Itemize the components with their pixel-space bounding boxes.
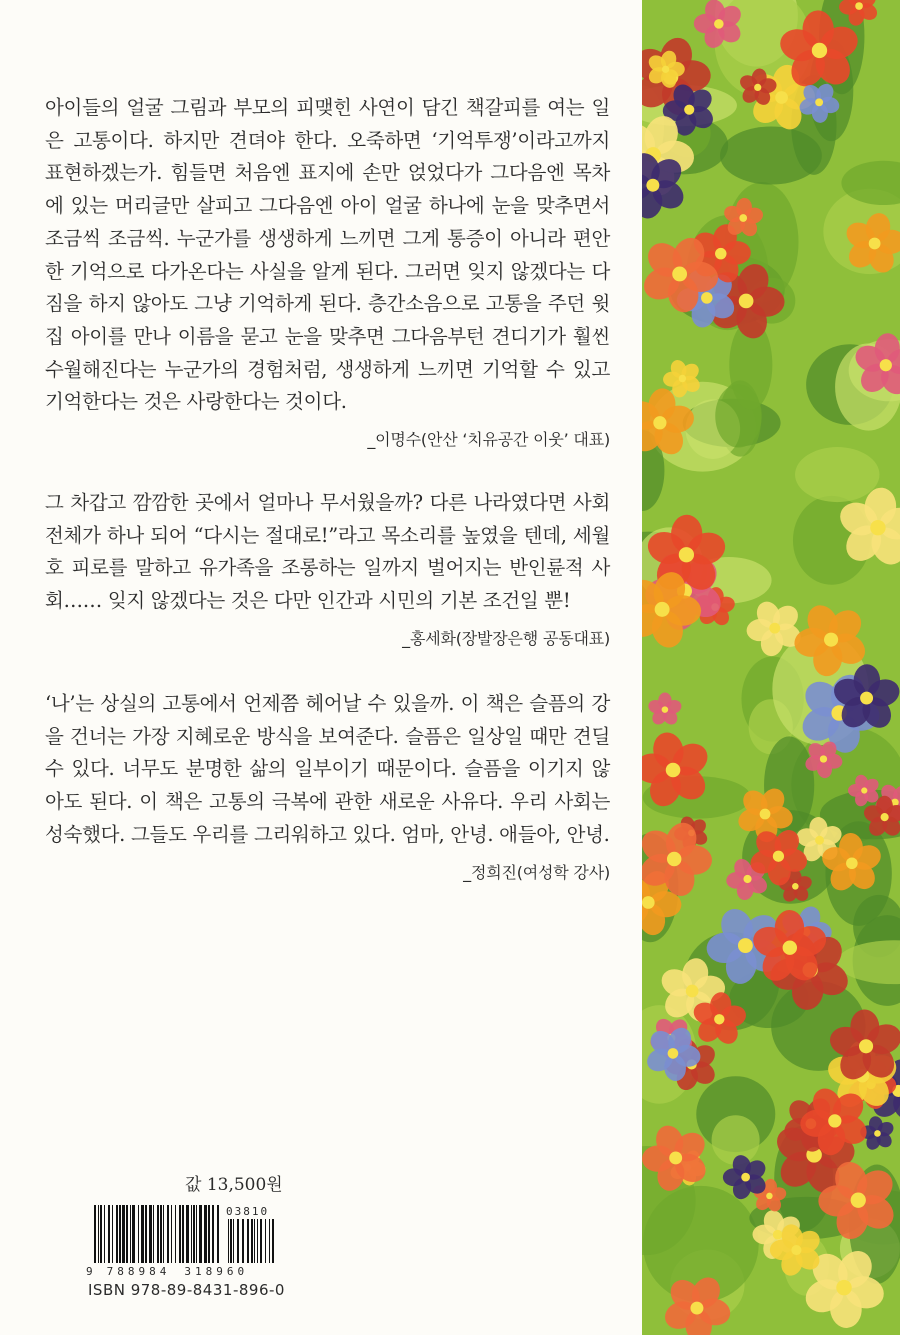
barcode-bar — [153, 1205, 154, 1263]
barcode-bar — [217, 1205, 219, 1263]
barcode-bar — [171, 1205, 172, 1263]
barcode — [88, 1205, 288, 1281]
barcode-bar — [119, 1205, 121, 1263]
barcode-bar — [122, 1205, 125, 1263]
barcode-addon: 03810 — [226, 1205, 270, 1218]
barcode-bar — [182, 1205, 184, 1263]
barcode-bar — [130, 1205, 131, 1263]
barcode-bar — [212, 1205, 214, 1263]
barcode-right-digits: 318960 — [184, 1265, 249, 1278]
barcode-addon-bar — [237, 1219, 239, 1263]
barcode-addon-bar — [269, 1219, 270, 1263]
barcode-bar — [186, 1205, 189, 1263]
barcode-bar — [157, 1205, 159, 1263]
barcode-addon-bar — [242, 1219, 244, 1263]
barcode-bar — [167, 1205, 169, 1263]
barcode-addon-bar — [272, 1219, 274, 1263]
barcode-bar — [141, 1205, 144, 1263]
barcode-bar — [104, 1205, 105, 1263]
barcode-first-digit: 9 — [86, 1265, 93, 1278]
barcode-bar — [138, 1205, 139, 1263]
barcode-addon-bar — [251, 1219, 253, 1263]
barcode-addon-bar — [228, 1219, 229, 1263]
barcode-bar — [160, 1205, 162, 1263]
barcode-bar — [98, 1205, 99, 1263]
barcode-bar — [145, 1205, 147, 1263]
barcode-bar — [204, 1205, 207, 1263]
barcode-bar — [94, 1205, 96, 1263]
barcode-addon-bar — [265, 1219, 266, 1263]
barcode-bar — [199, 1205, 202, 1263]
barcode-addon-bar — [247, 1219, 249, 1263]
barcode-bar — [116, 1205, 118, 1263]
barcode-bar — [149, 1205, 152, 1263]
barcode-bar — [193, 1205, 195, 1263]
barcode-bar — [179, 1205, 181, 1263]
quote-attribution: _이명수(안산 ‘치유공간 이웃’ 대표) — [367, 430, 610, 450]
price-label: 값 13,500원 — [185, 1175, 283, 1195]
quote-block-3 — [45, 688, 610, 883]
barcode-bar — [196, 1205, 197, 1263]
flower-art-svg — [642, 0, 900, 1335]
barcode-addon-bar — [233, 1219, 234, 1263]
flower-shape — [647, 692, 684, 727]
quote-block-1 — [45, 92, 610, 450]
barcode-bar — [112, 1205, 113, 1263]
barcode-bar — [100, 1205, 102, 1263]
barcode-addon-bar — [260, 1219, 262, 1263]
quote-text: ‘나’는 상실의 고통에서 언제쯤 헤어날 수 있을까. 이 책은 슬픔의 강을 건너는 가장 지혜로운 방식을 보여준다. 슬픔은 일상일 때만 견딜 수 있다. 너무도 분명한 삶의 일부이기 때문이다. 슬픔을 이기지 않아도 된다. 이 책은 고통의 극복에 관한 새로운 사유다. 우리 사회는 성숙했다. 그들도 우리를 그리워하고 있다. 엄마, 안녕. 애들아, 안녕. — [45, 692, 610, 846]
barcode-digits — [86, 1265, 286, 1278]
barcode-addon-bar — [257, 1219, 258, 1263]
barcode-addon-bar — [254, 1219, 255, 1263]
barcode-bar — [126, 1205, 128, 1263]
barcode-addon-bar — [230, 1219, 232, 1263]
isbn-label: ISBN 978-89-8431-896-0 — [88, 1281, 285, 1299]
leaf-shape — [795, 447, 879, 502]
flower-painting — [642, 0, 900, 1335]
leaf-shape — [720, 127, 822, 185]
quote-text: 그 차갑고 깜깜한 곳에서 얼마나 무서웠을까? 다른 나라였다면 사회 전체가 하나 되어 “다시는 절대로!”라고 목소리를 높였을 텐데, 세월호 피로를 말하고 유가족을 조롱하는 일까지 벌어지는 반인륜적 사회…… 잊지 않겠다는 것은 다만 인간과 시민의 기본 조건일 뿐! — [45, 491, 610, 613]
barcode-bar — [191, 1205, 192, 1263]
barcode-bar — [108, 1205, 110, 1263]
barcode-left-digits: 788984 — [106, 1265, 171, 1278]
quote-attribution: _정희진(여성학 강사) — [463, 862, 610, 882]
quote-text: 아이들의 얼굴 그림과 부모의 피맺힌 사연이 담긴 책갈피를 여는 일은 고통이다. 하지만 견뎌야 한다. 오죽하면 ‘기억투쟁’이라고까지 표현하겠는가. 힘들면 처음엔 표지에 손만 얹었다가 그다음엔 목차에 있는 머리글만 살피고 그다음엔 아이 얼굴 하나에 눈을 맞추면서 조금씩 조금씩. 누군가를 생생하게 느끼면 그게 통증이 아니라 편안한 기억으로 다가온다는 사실을 알게 된다. 그러면 잊지 않겠다는 다짐을 하지 않아도 그냥 기억하게 된다. 층간소음으로 고통을 주던 윗집 아이를 만나 이름을 묻고 눈을 맞추면 그다음부턴 견디기가 훨씬 수월해진다는 누군가의 경험처럼, 생생하게 느끼면 기억할 수 있고 기억한다는 것은 사랑한다는 것이다. — [45, 96, 610, 414]
barcode-bar — [208, 1205, 210, 1263]
quote-block-2 — [45, 487, 610, 649]
barcode-bar — [163, 1205, 164, 1263]
barcode-bar — [175, 1205, 176, 1263]
barcode-bar — [132, 1205, 135, 1263]
quote-attribution: _홍세화(장발장은행 공동대표) — [402, 628, 610, 648]
